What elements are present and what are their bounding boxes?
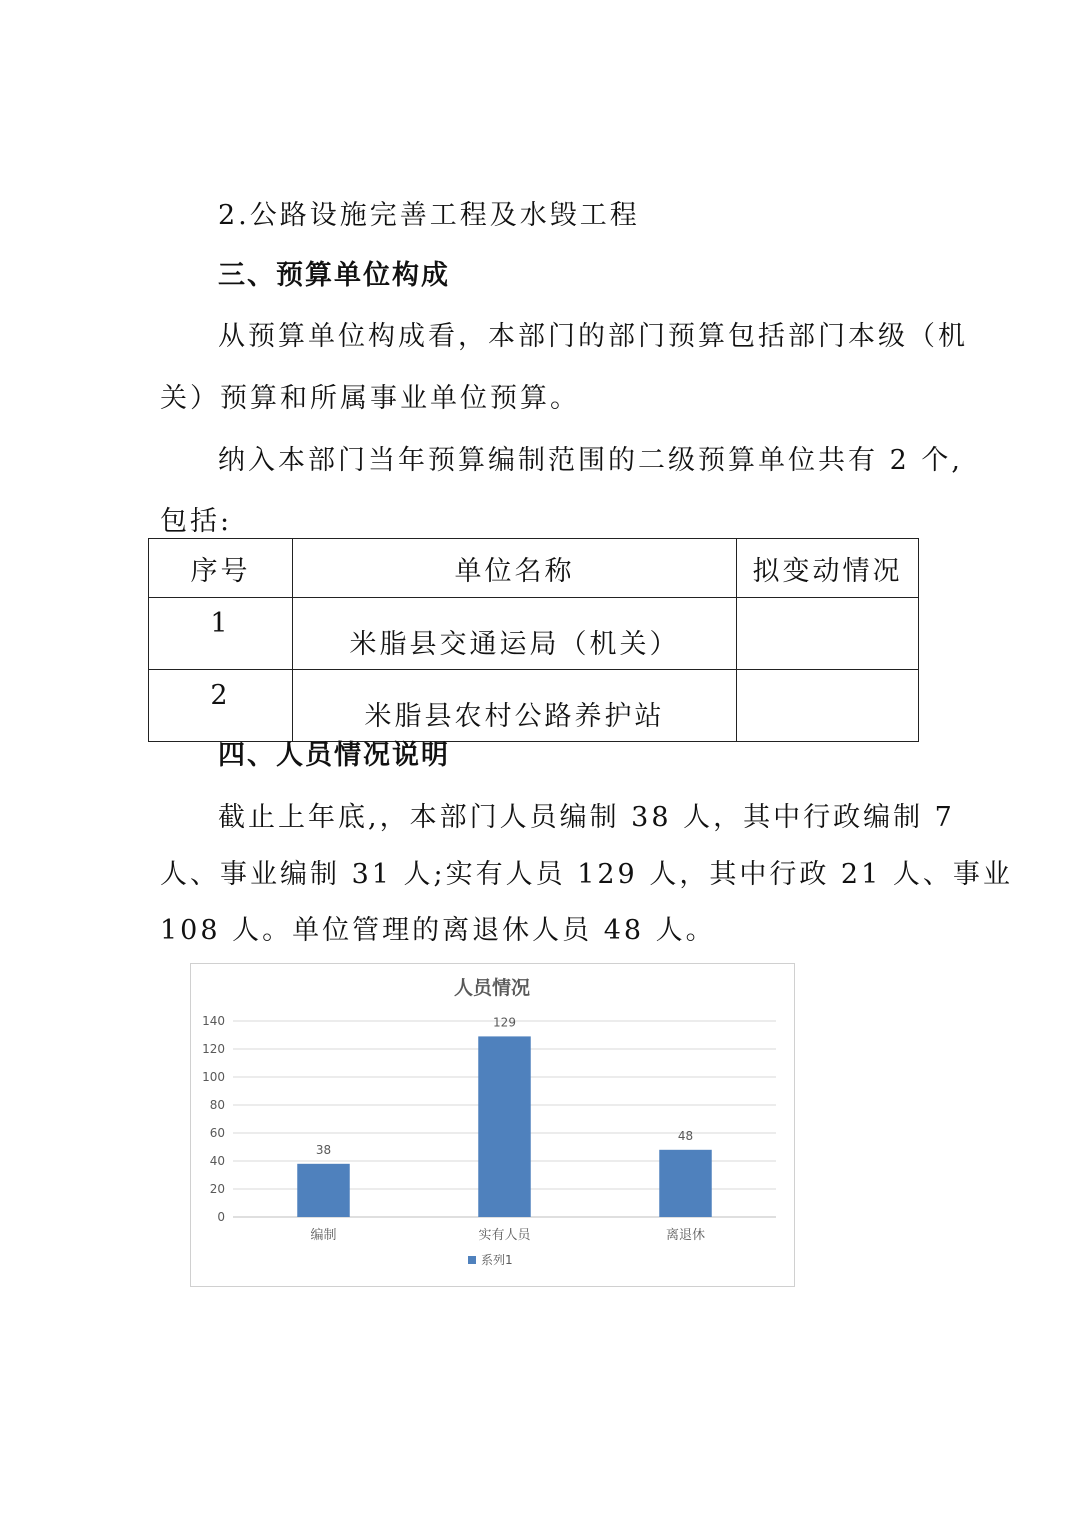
row-index: 1 <box>149 598 293 670</box>
header-unit-name: 单位名称 <box>293 539 737 598</box>
y-tick-label: 20 <box>209 1182 225 1196</box>
paragraph-3-line-1: 截止上年底,，本部门人员编制 38 人，其中行政编制 7 <box>218 802 955 833</box>
table-row <box>149 598 919 670</box>
bar <box>659 1150 711 1217</box>
paragraph-2-line-2: 包括: <box>160 506 233 537</box>
bar <box>478 1036 530 1217</box>
data-label: 48 <box>677 1128 694 1143</box>
staff-chart <box>190 963 795 1287</box>
header-index: 序号 <box>149 539 293 598</box>
paragraph-2-line-1: 纳入本部门当年预算编制范围的二级预算单位共有 2 个, <box>218 445 963 476</box>
legend-label: 系列1 <box>481 1253 513 1267</box>
y-tick-label: 60 <box>209 1126 225 1140</box>
section-4-heading: 四、人员情况说明 <box>218 740 450 771</box>
budget-units-table <box>148 538 919 742</box>
table-header-row <box>149 539 919 598</box>
chart-title: 人员情况 <box>453 977 531 999</box>
section-3-heading: 三、预算单位构成 <box>218 260 450 291</box>
y-tick-label: 140 <box>202 1014 225 1028</box>
item-2-line: 2.公路设施完善工程及水毁工程 <box>218 200 640 231</box>
chart-canvas <box>191 964 794 1286</box>
row-unit-name: 米脂县农村公路养护站 <box>293 670 737 742</box>
x-tick-label: 实有人员 <box>478 1228 531 1243</box>
bar <box>297 1164 349 1217</box>
y-tick-label: 120 <box>202 1042 225 1056</box>
row-index: 2 <box>149 670 293 742</box>
paragraph-1-line-2: 关）预算和所属事业单位预算。 <box>160 383 580 414</box>
data-label: 38 <box>315 1142 332 1157</box>
y-tick-label: 0 <box>217 1210 225 1224</box>
paragraph-3-line-3: 108 人。单位管理的离退休人员 48 人。 <box>160 915 716 946</box>
row-unit-name: 米脂县交通运局（机关） <box>293 598 737 670</box>
header-change: 拟变动情况 <box>737 539 919 598</box>
row-change <box>737 598 919 670</box>
paragraph-3-line-2: 人、事业编制 31 人;实有人员 129 人，其中行政 21 人、事业 <box>160 859 1013 890</box>
y-tick-label: 100 <box>202 1070 225 1084</box>
paragraph-1-line-1: 从预算单位构成看，本部门的部门预算包括部门本级（机 <box>218 321 968 352</box>
x-tick-label: 离退休 <box>665 1228 706 1243</box>
legend-swatch <box>468 1256 476 1264</box>
x-tick-label: 编制 <box>310 1228 337 1243</box>
y-tick-label: 40 <box>209 1154 225 1168</box>
row-change <box>737 670 919 742</box>
table-row <box>149 670 919 742</box>
y-tick-label: 80 <box>209 1098 225 1112</box>
data-label: 129 <box>493 1015 516 1030</box>
